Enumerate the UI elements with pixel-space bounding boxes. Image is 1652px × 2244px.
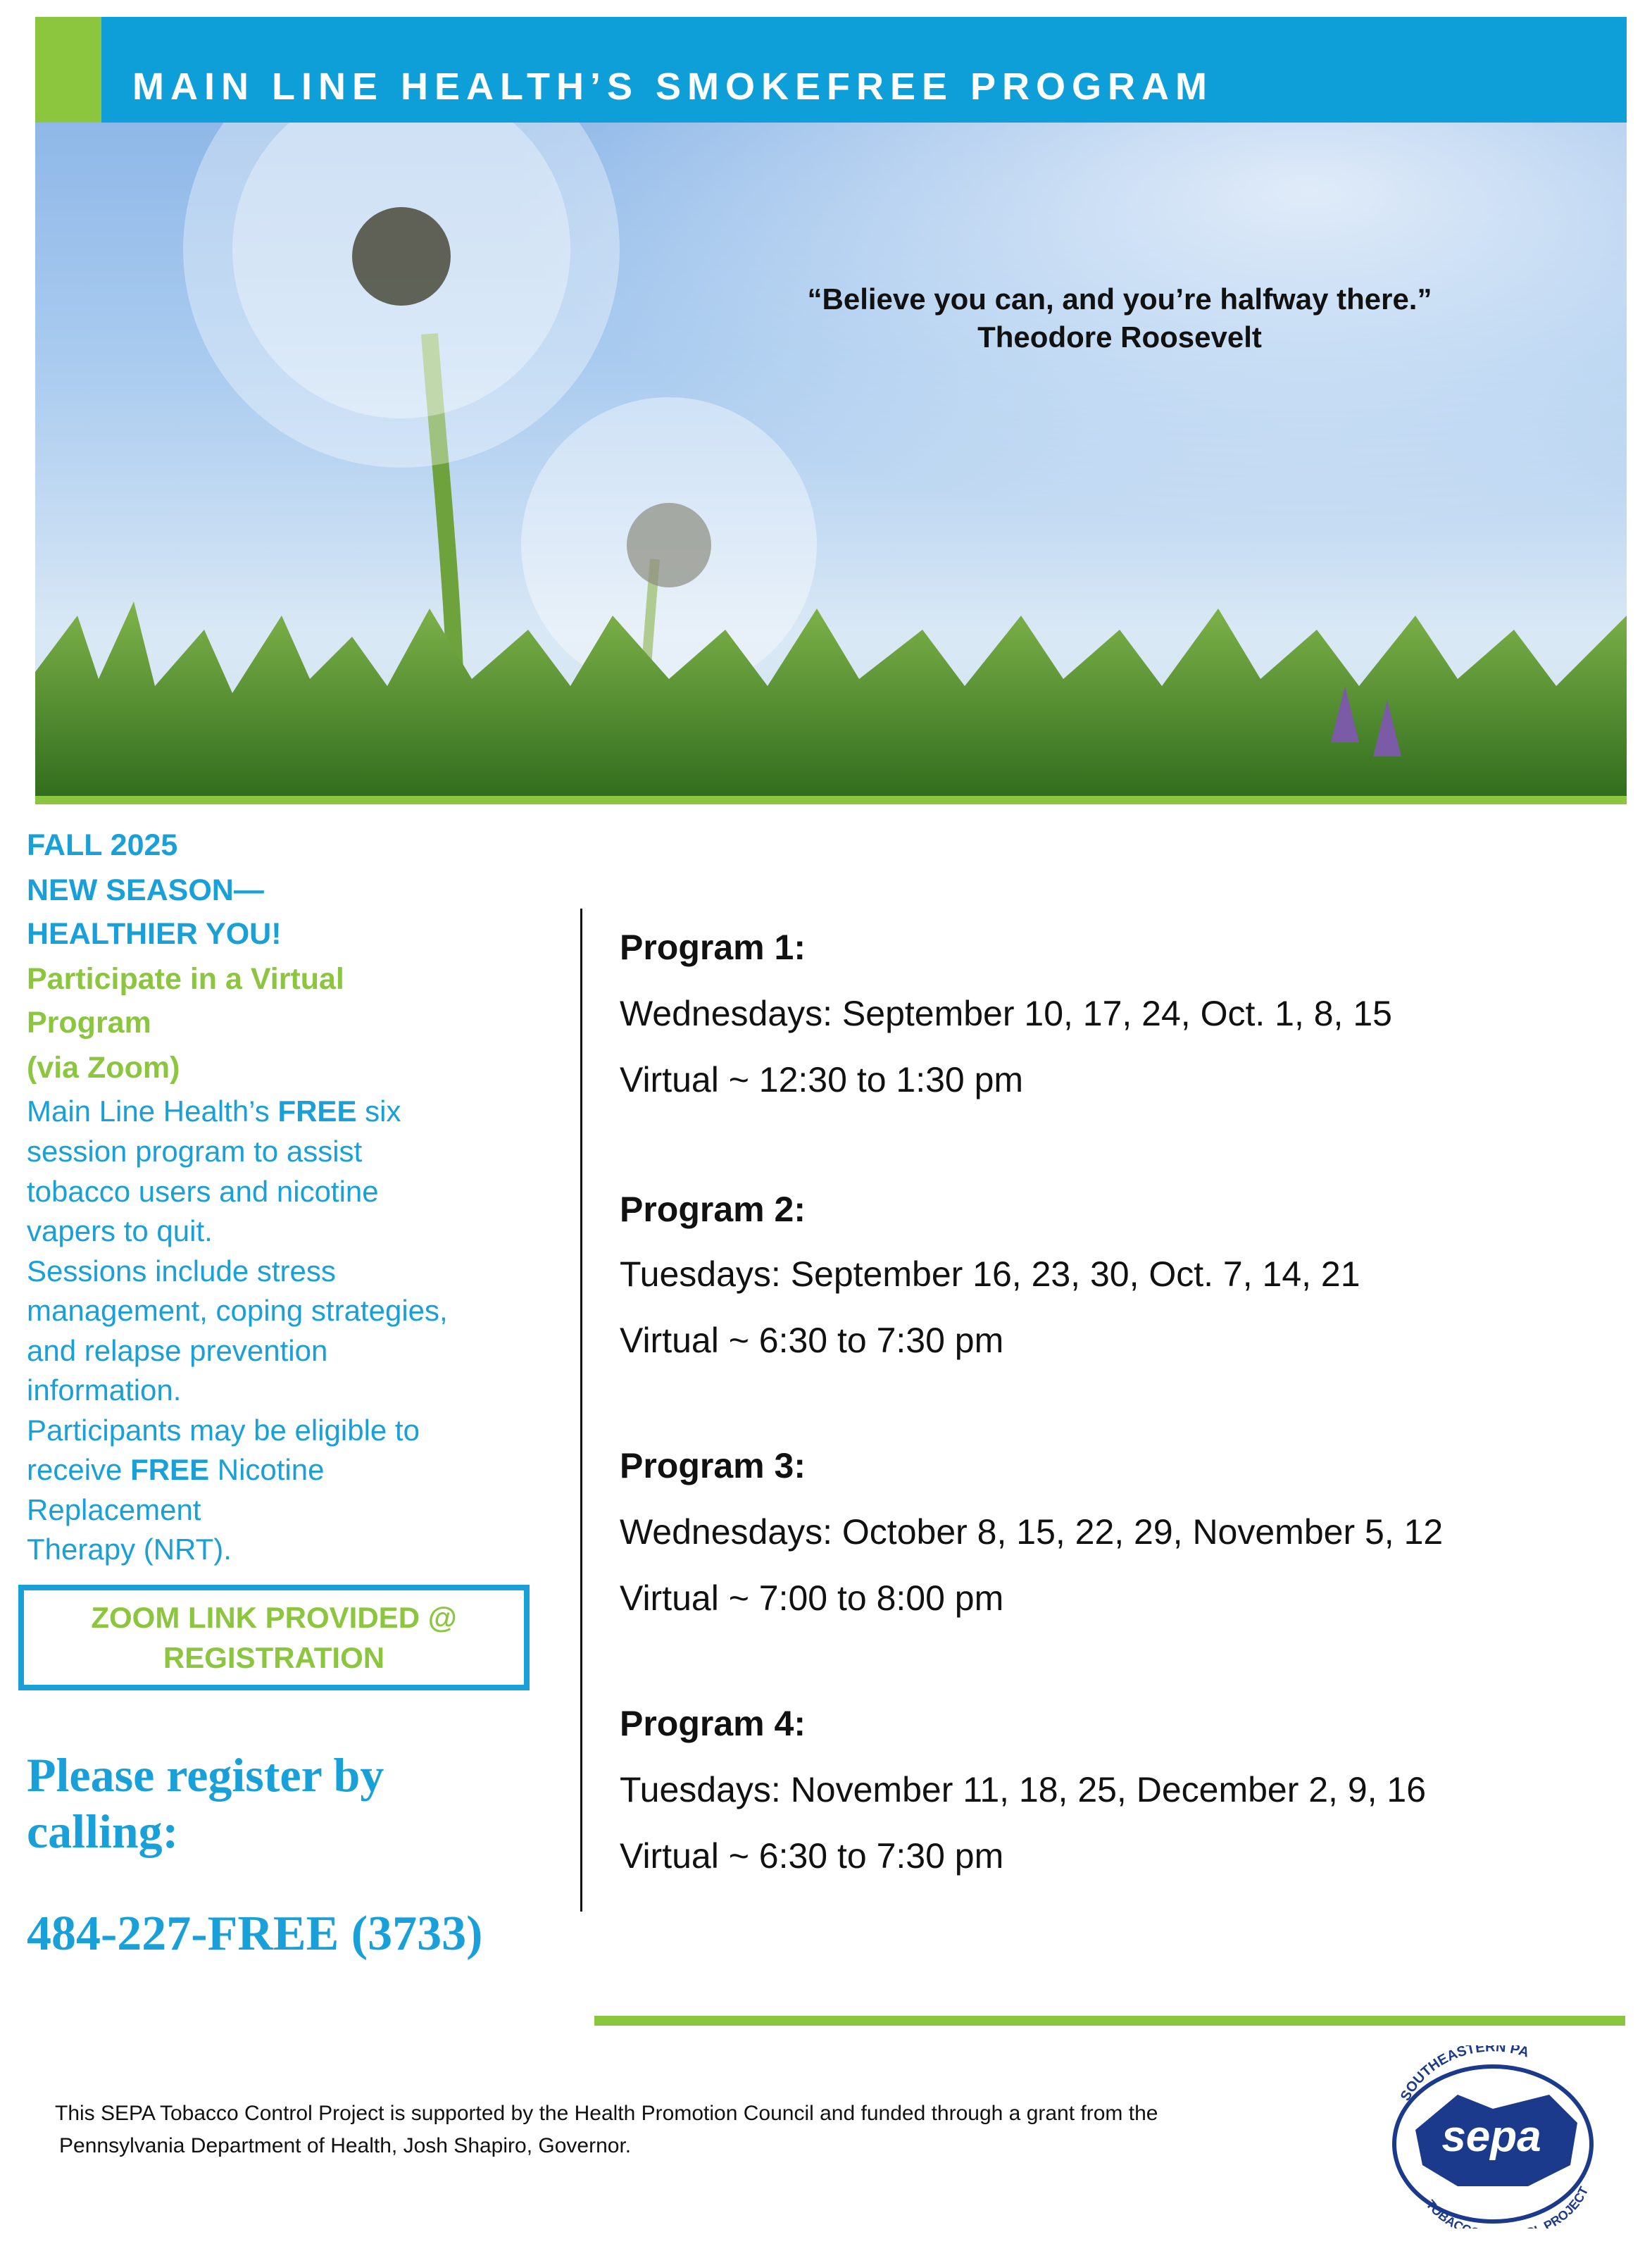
virtual-line-2: Program: [27, 1006, 151, 1040]
hero-image: [35, 123, 1627, 803]
program-4-time: Virtual ~ 6:30 to 7:30 pm: [620, 1836, 1004, 1876]
free-emphasis: FREE: [130, 1453, 210, 1486]
program-2-time: Virtual ~ 6:30 to 7:30 pm: [620, 1321, 1004, 1360]
column-divider: [580, 909, 582, 1912]
footer-text-line-2: Pennsylvania Department of Health, Josh Shapiro, Governor.: [59, 2134, 632, 2157]
hero-divider-line: [35, 796, 1627, 804]
program-3-days: Wednesdays: October 8, 15, 22, 29, November 5, 12: [620, 1512, 1444, 1552]
logo-top-arc: SOUTHEASTERN PA: [1397, 2045, 1532, 2104]
description-line-1: [27, 1092, 401, 1132]
virtual-line-3: (via Zoom): [27, 1051, 180, 1085]
program-1-time: Virtual ~ 12:30 to 1:30 pm: [620, 1060, 1024, 1099]
desc-text: receive: [27, 1453, 131, 1486]
virtual-line-1: Participate in a Virtual: [27, 962, 344, 996]
program-2-title: Program 2:: [620, 1190, 806, 1229]
quote-text: “Believe you can, and you’re halfway there.”: [807, 282, 1432, 316]
zoom-notice-line-1: ZOOM LINK PROVIDED @: [91, 1601, 457, 1634]
program-2-days: Tuesdays: September 16, 23, 30, Oct. 7, 14, 21: [620, 1254, 1360, 1294]
program-4-title: Program 4:: [620, 1704, 806, 1743]
season-label: FALL 2025: [27, 828, 178, 862]
description-line-10: [27, 1450, 324, 1490]
program-1-days: Wednesdays: September 10, 17, 24, Oct. 1, 8, 15: [620, 994, 1392, 1033]
headline-line-2: HEALTHIER YOU!: [27, 917, 282, 951]
quote: [768, 280, 1472, 356]
free-emphasis: FREE: [277, 1095, 357, 1128]
sepa-logo-icon: [1373, 2045, 1613, 2229]
phone-number[interactable]: 484-227-FREE (3733): [27, 1907, 483, 1961]
quote-author: Theodore Roosevelt: [977, 320, 1262, 354]
desc-text: Nicotine: [209, 1453, 325, 1486]
description-line-11: Replacement: [27, 1493, 201, 1526]
dandelion-meadow-photo-icon: [35, 123, 1627, 803]
logo-mark: sepa: [1441, 2112, 1541, 2161]
description-line-9: Participants may be eligible to: [27, 1414, 420, 1447]
logo-bottom-arc: TOBAC PROJECT: [1423, 2184, 1591, 2229]
description-line-6: management, coping strategies,: [27, 1294, 448, 1327]
description-line-12: Therapy (NRT).: [27, 1533, 232, 1566]
desc-text: six: [356, 1095, 401, 1128]
program-3-title: Program 3:: [620, 1446, 806, 1485]
description-line-5: Sessions include stress: [27, 1254, 336, 1288]
program-1-title: Program 1:: [620, 928, 806, 967]
header-green-accent: [35, 17, 101, 123]
description-line-7: and relapse prevention: [27, 1334, 328, 1367]
description-line-2: session program to assist: [27, 1135, 363, 1168]
footer-text-line-1: This SEPA Tobacco Control Project is supported by the Health Promotion Council and funded through a grant from the: [55, 2102, 1158, 2125]
zoom-notice-line-2: REGISTRATION: [163, 1641, 385, 1674]
description-line-8: information.: [27, 1373, 182, 1407]
register-line-1: Please register by: [27, 1748, 384, 1802]
description-line-3: tobacco users and nicotine: [27, 1175, 379, 1208]
desc-text: Main Line Health’s: [27, 1095, 278, 1128]
zoom-notice: [18, 1597, 530, 1678]
program-3-time: Virtual ~ 7:00 to 8:00 pm: [620, 1578, 1004, 1618]
header-title: MAIN LINE HEALTH’S SMOKEFREE PROGRAM: [132, 66, 1214, 108]
register-line-2: calling:: [27, 1804, 179, 1858]
headline-line-1: NEW SEASON—: [27, 873, 264, 907]
description-line-4: vapers to quit.: [27, 1214, 213, 1247]
footer-divider-line: [594, 2016, 1625, 2026]
program-4-days: Tuesdays: November 11, 18, 25, December 2, 9, 16: [620, 1770, 1427, 1809]
